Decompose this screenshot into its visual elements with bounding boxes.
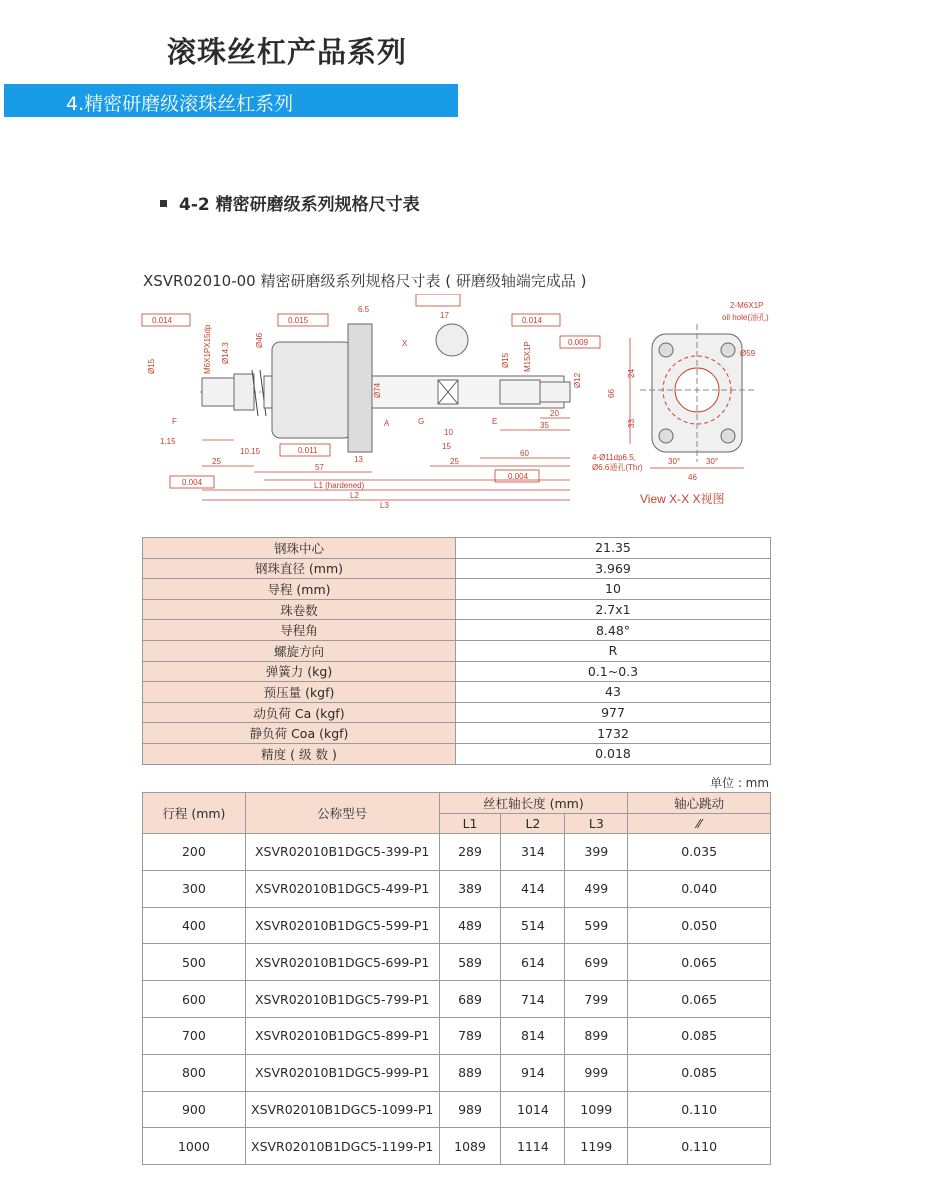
header-l2: L2 <box>501 814 565 834</box>
header-runout: 轴心跳动 <box>628 793 771 814</box>
tol-label-3: 0.014 <box>522 316 543 325</box>
cell-l2: 714 <box>501 981 565 1018</box>
cell-runout: 0.050 <box>628 907 771 944</box>
spec-value: R <box>456 640 771 661</box>
subsection-title <box>160 190 420 215</box>
thread-m6: M6X1PX15dp <box>203 324 212 374</box>
dim-24: 24 <box>627 369 636 378</box>
label-2m6x1p: 2-M6X1P <box>730 301 764 310</box>
cell-l2: 814 <box>501 1017 565 1054</box>
cell-stroke: 200 <box>143 834 246 871</box>
cell-l3: 1099 <box>565 1091 628 1128</box>
dim-25-left: 25 <box>212 457 221 466</box>
dim-17: 17 <box>440 311 449 320</box>
cell-runout: 0.040 <box>628 870 771 907</box>
table-row <box>143 558 771 579</box>
spec-key: 预压量 (kgf) <box>143 682 456 703</box>
table-row <box>143 1091 771 1128</box>
label-holes: 4-Ø11dp6.5, <box>592 453 636 462</box>
cell-model: XSVR02010B1DGC5-1099-P1 <box>245 1091 439 1128</box>
spec-key: 珠卷数 <box>143 599 456 620</box>
cell-l1: 989 <box>439 1091 501 1128</box>
cell-l3: 799 <box>565 981 628 1018</box>
tol-label-7: 0.004 <box>508 472 529 481</box>
dia-59: Ø59 <box>740 349 756 358</box>
cell-l2: 1114 <box>501 1128 565 1165</box>
dim-10-15: 10.15 <box>240 447 261 456</box>
angle-30-left: 30° <box>668 457 681 466</box>
table-row <box>143 682 771 703</box>
spec-value: 3.969 <box>456 558 771 579</box>
table-row <box>143 538 771 559</box>
spec-key: 静负荷 Coa (kgf) <box>143 723 456 744</box>
tol-label-4: 0.009 <box>568 338 589 347</box>
dim-10: 10 <box>444 428 453 437</box>
cell-runout: 0.110 <box>628 1091 771 1128</box>
label-holes-thr: Ø6.6通孔(Thr) <box>592 463 643 472</box>
angle-30-right: 30° <box>706 457 719 466</box>
thread-m15: M15X1P <box>523 341 532 372</box>
section-banner <box>4 84 458 117</box>
cell-model: XSVR02010B1DGC5-899-P1 <box>245 1017 439 1054</box>
cell-l3: 399 <box>565 834 628 871</box>
spec-key: 螺旋方向 <box>143 640 456 661</box>
dim-57: 57 <box>315 463 324 472</box>
dim-25-right: 25 <box>450 457 459 466</box>
table-row <box>143 620 771 641</box>
dim-66: 66 <box>607 389 616 398</box>
header-l3: L3 <box>565 814 628 834</box>
table-row <box>143 702 771 723</box>
header-model: 公称型号 <box>245 793 439 834</box>
cell-stroke: 500 <box>143 944 246 981</box>
cell-l3: 699 <box>565 944 628 981</box>
cell-l1: 889 <box>439 1054 501 1091</box>
tol-label-2: 0.015 <box>288 316 309 325</box>
ref-G: G <box>418 417 425 426</box>
label-oil-hole: oil hole(油孔) <box>722 313 769 322</box>
spec-value: 0.018 <box>456 743 771 764</box>
dim-35: 35 <box>540 421 549 430</box>
section-banner-text: 4.精密研磨级滚珠丝杠系列 <box>66 93 294 115</box>
spec-value: 0.1~0.3 <box>456 661 771 682</box>
cell-l3: 899 <box>565 1017 628 1054</box>
table-row <box>143 640 771 661</box>
spec-value: 21.35 <box>456 538 771 559</box>
dia-15-left: Ø15 <box>147 358 156 374</box>
dia-74: Ø74 <box>373 382 382 398</box>
cell-runout: 0.065 <box>628 981 771 1018</box>
dim-6-5: 6.5 <box>358 305 370 314</box>
dia-46: Ø46 <box>255 332 264 348</box>
cell-stroke: 900 <box>143 1091 246 1128</box>
cell-l1: 289 <box>439 834 501 871</box>
spec-table <box>142 537 771 765</box>
spec-key: 弹簧力 (kg) <box>143 661 456 682</box>
cell-l3: 999 <box>565 1054 628 1091</box>
cell-l2: 614 <box>501 944 565 981</box>
table-row <box>143 981 771 1018</box>
cell-runout: 0.065 <box>628 944 771 981</box>
dim-L2: L2 <box>350 491 359 500</box>
spec-key: 精度 ( 级 数 ) <box>143 743 456 764</box>
spec-key: 钢珠直径 (mm) <box>143 558 456 579</box>
table-row <box>143 1017 771 1054</box>
cell-runout: 0.085 <box>628 1054 771 1091</box>
cell-l2: 314 <box>501 834 565 871</box>
ref-E: E <box>492 417 498 426</box>
spec-key: 导程角 <box>143 620 456 641</box>
dim-1-15: 1.15 <box>160 437 176 446</box>
table-row <box>143 944 771 981</box>
spec-key: 钢珠中心 <box>143 538 456 559</box>
cell-model: XSVR02010B1DGC5-799-P1 <box>245 981 439 1018</box>
spec-value: 1732 <box>456 723 771 744</box>
table-row <box>143 834 771 871</box>
cell-runout: 0.035 <box>628 834 771 871</box>
dim-33: 33 <box>627 419 636 428</box>
cell-model: XSVR02010B1DGC5-499-P1 <box>245 870 439 907</box>
spec-value: 8.48° <box>456 620 771 641</box>
cell-stroke: 1000 <box>143 1128 246 1165</box>
dim-15: 15 <box>442 442 451 451</box>
spec-value: 43 <box>456 682 771 703</box>
cell-model: XSVR02010B1DGC5-599-P1 <box>245 907 439 944</box>
spec-key: 动负荷 Ca (kgf) <box>143 702 456 723</box>
model-table <box>142 792 771 1165</box>
cell-l2: 514 <box>501 907 565 944</box>
table-row <box>143 743 771 764</box>
cell-model: XSVR02010B1DGC5-399-P1 <box>245 834 439 871</box>
dim-60: 60 <box>520 449 529 458</box>
cell-l3: 499 <box>565 870 628 907</box>
section-mark-x: X <box>402 339 408 348</box>
subsection-title-text: 4-2 精密研磨级系列规格尺寸表 <box>179 195 420 215</box>
cell-l1: 789 <box>439 1017 501 1054</box>
bullet-icon <box>160 200 167 207</box>
spec-value: 977 <box>456 702 771 723</box>
cell-model: XSVR02010B1DGC5-699-P1 <box>245 944 439 981</box>
spec-value: 2.7x1 <box>456 599 771 620</box>
cell-stroke: 700 <box>143 1017 246 1054</box>
dia-15-right: Ø15 <box>501 352 510 368</box>
dia-14-3: Ø14.3 <box>221 342 230 364</box>
table-row <box>143 1054 771 1091</box>
cell-l1: 489 <box>439 907 501 944</box>
tol-label-6: 0.004 <box>182 478 203 487</box>
technical-drawing <box>140 294 780 516</box>
dia-12: Ø12 <box>573 372 582 388</box>
cell-stroke: 600 <box>143 981 246 1018</box>
cell-model: XSVR02010B1DGC5-1199-P1 <box>245 1128 439 1165</box>
dim-13: 13 <box>354 455 363 464</box>
spec-key: 导程 (mm) <box>143 579 456 600</box>
table-row <box>143 579 771 600</box>
tol-label-5: 0.011 <box>298 446 318 455</box>
dim-L3: L3 <box>380 501 389 510</box>
cell-l1: 1089 <box>439 1128 501 1165</box>
header-l1: L1 <box>439 814 501 834</box>
header-length: 丝杠轴长度 (mm) <box>439 793 628 814</box>
spec-value: 10 <box>456 579 771 600</box>
cell-l2: 914 <box>501 1054 565 1091</box>
cell-l1: 589 <box>439 944 501 981</box>
ref-A: A <box>384 419 390 428</box>
cell-stroke: 400 <box>143 907 246 944</box>
dim-46-width: 46 <box>688 473 697 482</box>
dim-20: 20 <box>550 409 559 418</box>
drawing-caption: XSVR02010-00 精密研磨级系列规格尺寸表 ( 研磨级轴端完成品 ) <box>143 272 587 290</box>
ref-F: F <box>172 417 177 426</box>
table-row <box>143 1128 771 1165</box>
table-row <box>143 723 771 744</box>
cell-runout: 0.110 <box>628 1128 771 1165</box>
cell-stroke: 300 <box>143 870 246 907</box>
cell-l3: 1199 <box>565 1128 628 1165</box>
header-stroke: 行程 (mm) <box>143 793 246 834</box>
table-row <box>143 870 771 907</box>
cell-stroke: 800 <box>143 1054 246 1091</box>
table-row <box>143 907 771 944</box>
table-row <box>143 599 771 620</box>
cell-l1: 689 <box>439 981 501 1018</box>
cell-l2: 1014 <box>501 1091 565 1128</box>
parallelism-icon: ⁄⁄ <box>628 814 771 834</box>
unit-note: 单位 : mm <box>710 776 770 790</box>
cell-model: XSVR02010B1DGC5-999-P1 <box>245 1054 439 1091</box>
tol-label-1: 0.014 <box>152 316 173 325</box>
page-title: 滚珠丝杠产品系列 <box>167 35 408 69</box>
cell-runout: 0.085 <box>628 1017 771 1054</box>
cell-l1: 389 <box>439 870 501 907</box>
cell-l3: 599 <box>565 907 628 944</box>
cell-l2: 414 <box>501 870 565 907</box>
dim-L1: L1 (hardened) <box>314 481 365 490</box>
table-row <box>143 661 771 682</box>
view-label: View X-X X视图 <box>640 492 725 506</box>
